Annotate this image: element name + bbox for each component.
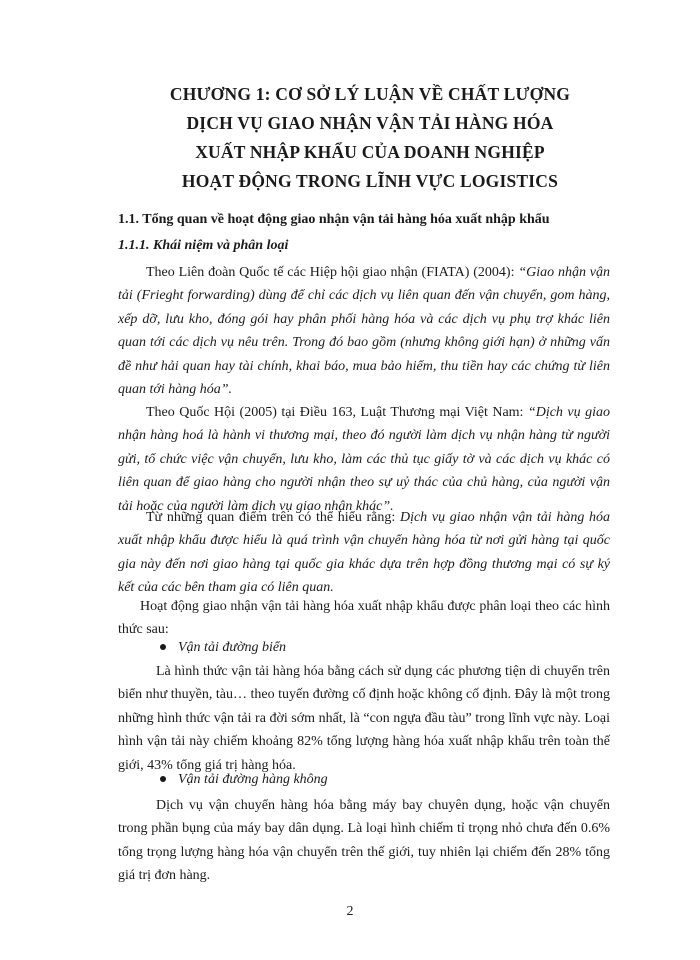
page-number: 2 (346, 904, 354, 919)
paragraph-quote: “Dịch vụ giao nhận hàng hoá là hành vi thương mại, theo đó người làm dịch vụ nhận hàng từ người gửi, tổ chức việc vận chuyển, lưu kho, làm các thủ tục giấy tờ và các dịch vụ khác có liên quan để giao hàng cho người nhận theo sự uỷ thác của chủ hàng, của người vận tải hoặc của người làm dịch vụ giao nhận khác”. (118, 405, 610, 514)
chapter-title-line: DỊCH VỤ GIAO NHẬN VẬN TẢI HÀNG HÓA (186, 113, 554, 133)
paragraph-lead: Theo Liên đoàn Quốc tế các Hiệp hội giao nhận (FIATA) (2004): (146, 265, 519, 280)
paragraph-fiata-definition (118, 261, 610, 401)
paragraph-quote: “Giao nhận vận tải (Frieght forwarding) dùng để chỉ các dịch vụ liên quan đến vận chuyển, gom hàng, xếp dỡ, lưu kho, đóng gói hay phân phối hàng hóa và các dịch vụ phụ trợ khác liên quan tới các dịch vụ nêu trên. Trong đó bao gồm (nhưng không giới hạn) ở những vấn đề như hải quan hay tài chính, khai báo, mua bảo hiểm, thu tiền hay các chứng từ liên quan tới hàng hóa”. (118, 265, 610, 398)
bullet-sea-transport (160, 638, 286, 658)
chapter-title-line: CHƯƠNG 1: CƠ SỞ LÝ LUẬN VỀ CHẤT LƯỢNG (169, 84, 571, 104)
bullet-dot-icon (160, 644, 166, 650)
section-heading: 1.1. Tổng quan về hoạt động giao nhận vận tải hàng hóa xuất nhập khẩu (118, 212, 550, 227)
paragraph-summary-definition (118, 506, 610, 600)
chapter-title-line: HOẠT ĐỘNG TRONG LĨNH VỰC LOGISTICS (181, 171, 559, 191)
paragraph-sea-transport: Là hình thức vận tải hàng hóa bằng cách sử dụng các phương tiện di chuyển trên biển như thuyền, tàu… theo tuyến đường cố định hoặc không cố định. Đây là một trong những hình thức vận tải ra đời sớm nhất, là “con ngựa đầu tàu” trong lĩnh vực này. Loại hình vận tải này chiếm khoảng 82% tổng lượng hàng hóa xuất nhập khẩu trên toàn thế giới, 43% tổng giá trị hàng hóa. (118, 664, 610, 773)
paragraph-classification-intro: Hoạt động giao nhận vận tải hàng hóa xuất nhập khẩu được phân loại theo các hình thức sau: (118, 599, 610, 638)
chapter-title (110, 80, 630, 196)
chapter-title-line: XUẤT NHẬP KHẨU CỦA DOANH NGHIỆP (195, 142, 545, 162)
paragraph-quote: Dịch vụ giao nhận vận tải hàng hóa xuất nhập khẩu được hiểu là quá trình vận chuyển hàng hóa từ nơi gửi hàng tại quốc gia này đến nơi giao hàng tại quốc gia khác dựa trên hợp đồng thương mại có sự ký kết của các bên tham gia có liên quan. (118, 510, 611, 596)
paragraph-lead: Từ những quan điểm trên có thể hiểu rằng: (146, 510, 400, 525)
bullet-air-transport (160, 770, 328, 790)
subsection-heading: 1.1.1. Khái niệm và phân loại (118, 238, 289, 253)
bullet-label: Vận tải đường hàng không (178, 772, 328, 787)
bullet-label: Vận tải đường biển (178, 640, 287, 655)
paragraph-air-transport: Dịch vụ vận chuyển hàng hóa bằng máy bay chuyên dụng, hoặc vận chuyển trong phần bụng của máy bay dân dụng. Là loại hình chiếm tỉ trọng nhỏ chưa đến 0.6% tổng trọng lượng hàng hóa vận chuyển trên thế giới, tuy nhiên lại chiếm đến 28% tổng giá trị đơn hàng. (118, 798, 610, 884)
paragraph-law-definition (118, 401, 610, 518)
paragraph-lead: Theo Quốc Hội (2005) tại Điều 163, Luật Thương mại Việt Nam: (146, 405, 528, 420)
bullet-dot-icon (160, 776, 166, 782)
